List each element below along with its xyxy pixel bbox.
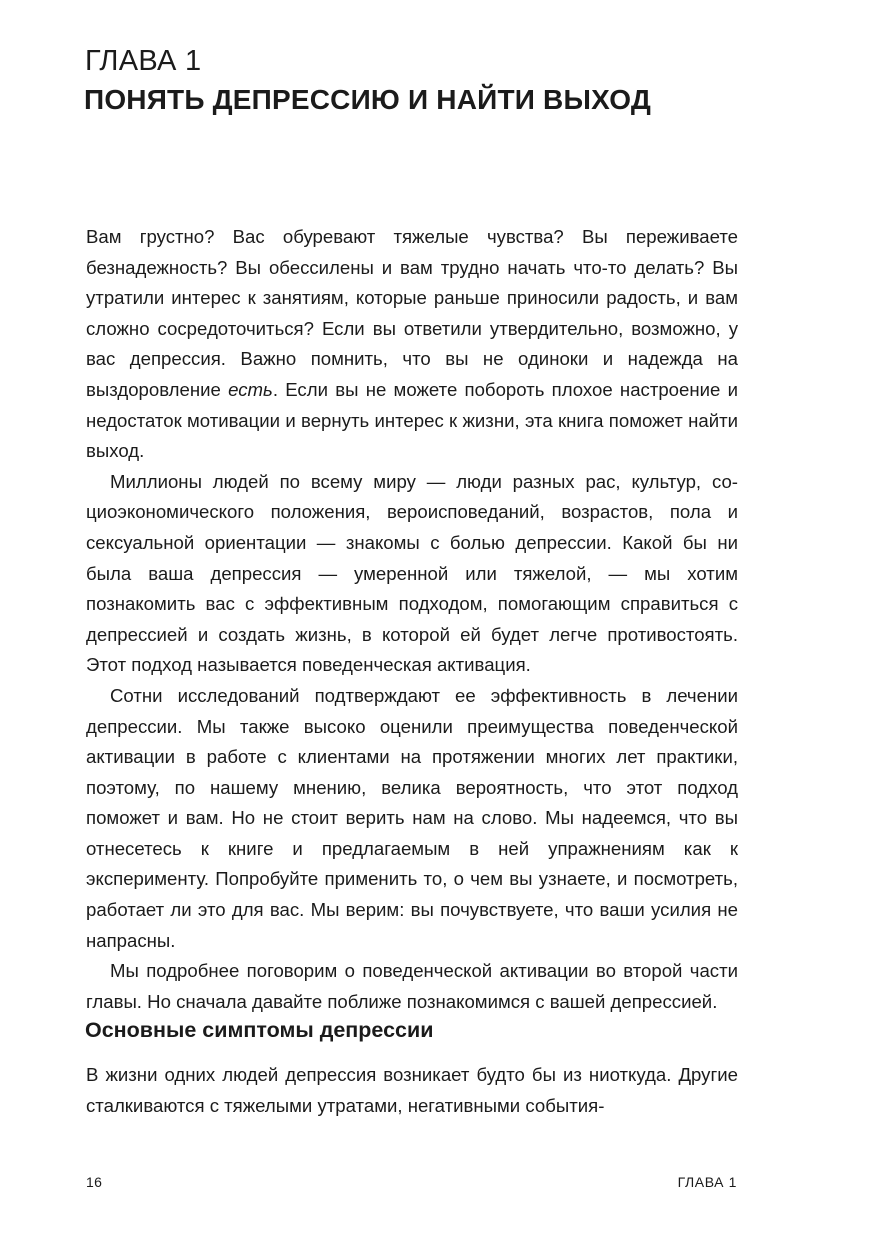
running-footer-chapter: ГЛАВА 1 — [677, 1174, 737, 1190]
body-text — [86, 222, 738, 1017]
paragraph-2: Миллионы людей по всему миру — люди разных рас, культур, социоэкономического положения, вероисповеданий, возрастов, пола и сексуальной ориентации — знакомы с болью депрессии. Какой бы ни была ваша депрессия — умеренной или тяжелой, — мы хотим познакомить вас с эффективным подходом, помогающим справиться с депрессией и создать жизнь, в которой ей будет легче противостоять. Этот подход называется поведенческая активация. — [86, 470, 738, 676]
section-paragraph: В жизни одних людей депрессия возникает будто бы из ниоткуда. Другие сталкиваются с тяжелыми утратами, негативными события- — [86, 1064, 738, 1116]
paragraph-1 — [86, 222, 738, 467]
chapter-label: ГЛАВА 1 — [85, 45, 202, 77]
section-body — [86, 1060, 738, 1121]
chapter-title: ПОНЯТЬ ДЕПРЕССИЮ И НАЙТИ ВЫХОД — [84, 84, 651, 115]
page-number: 16 — [86, 1174, 103, 1190]
paragraph-1-start: Вам грустно? Вас обуревают тяжелые чувства? Вы переживаете безнадежность? Вы обессилены и вам трудно начать что-то делать? Вы утратили интерес к занятиям, которые раньше приносили радость, и вам сложно сосредоточиться? Если вы ответили утвердительно, возможно, у вас депрессия. Важно помнить, что вы не одиноки и надежда на выздоровление — [86, 226, 738, 400]
paragraph-3: Сотни исследований подтверждают ее эффективность в лечении депрессии. Мы также высоко оценили преимущества поведенческой активации в работе с клиентами на протяжении многих лет практики, поэтому, по нашему мнению, велика вероятность, что этот подход поможет и вам. Но не стоит верить нам на слово. Мы надеемся, что вы отнесетесь к книге и предлагаемым в ней упражнениям как к эксперименту. Попробуйте применить то, о чем вы узнаете, и посмотреть, работает ли это для вас. Мы верим: вы почувствуете, что ваши усилия не напрасны. — [86, 684, 738, 951]
paragraph-4: Мы подробнее поговорим о поведенческой активации во второй части главы. Но сначала давайте поближе познакомимся с вашей депрессией. — [86, 960, 738, 1012]
emphasis-word: есть — [228, 378, 273, 400]
paragraph-1-end: . Если вы не можете побороть плохое настроение и недостаток мотивации и вернуть интерес к жизни, эта книга поможет найти выход. — [86, 378, 738, 462]
section-heading: Основные симптомы депрессии — [85, 1018, 434, 1042]
